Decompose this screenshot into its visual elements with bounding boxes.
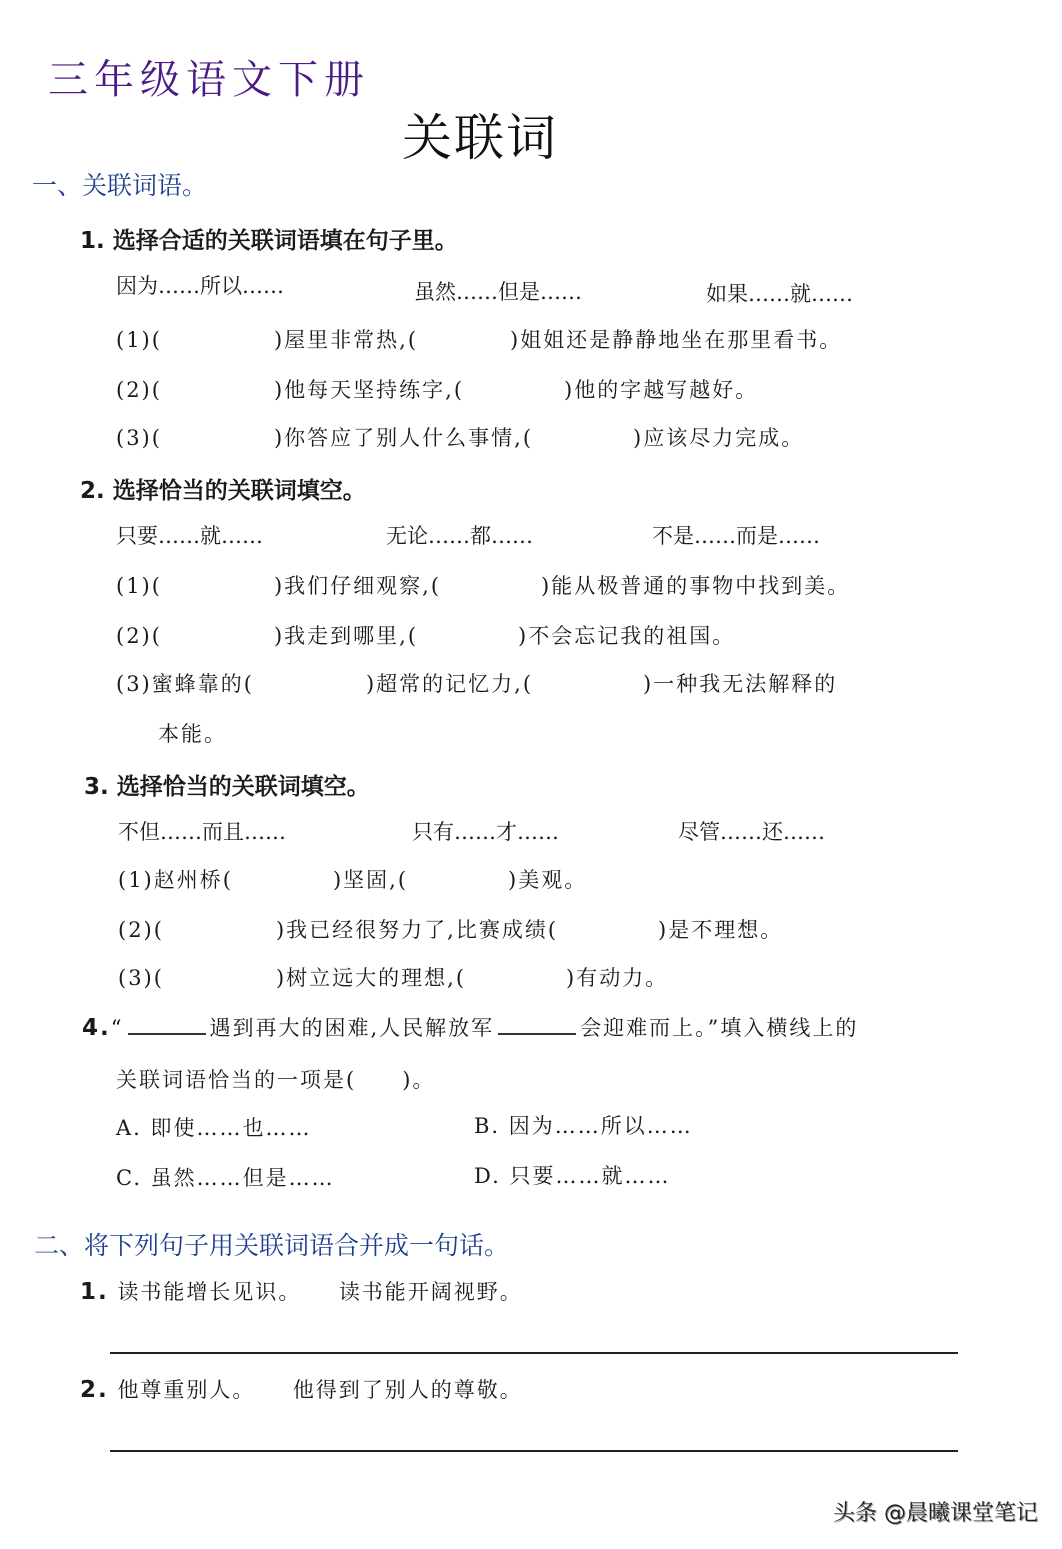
- q1-item-2: [116, 374, 758, 404]
- q3-item-3: [118, 962, 668, 992]
- item-prefix: (3)蜜蜂靠的(: [116, 672, 254, 696]
- item-middle: )我已经很努力了,比赛成绩(: [275, 918, 559, 942]
- item-middle: )超常的记忆力,(: [365, 672, 534, 696]
- item-number: 2.: [80, 1377, 109, 1403]
- item-middle: )我们仔细观察,(: [273, 574, 442, 598]
- q3-item-2: [118, 914, 783, 944]
- item-prefix: (2)(: [116, 624, 162, 648]
- item-prefix: (1)(: [116, 574, 162, 598]
- open-quote: “: [110, 1016, 124, 1040]
- item-number: 1.: [80, 1279, 109, 1305]
- question-1-title: 1. 选择合适的关联词语填在句子里。: [80, 228, 458, 254]
- item-middle: )你答应了别人什么事情,(: [273, 426, 534, 450]
- item-middle: )我走到哪里,(: [273, 624, 419, 648]
- item-end: )姐姐还是静静地坐在那里看书。: [510, 328, 843, 352]
- item-prefix: (1)赵州桥(: [118, 868, 233, 892]
- choice-b[interactable]: [474, 1110, 693, 1140]
- section2-item-2: [80, 1374, 523, 1404]
- q2-item-2: [116, 620, 735, 650]
- question-4-line-1: [82, 1012, 858, 1042]
- q1-option-2: 虽然……但是……: [414, 280, 582, 304]
- item-end: )美观。: [508, 868, 588, 892]
- item-middle: )他每天坚持练字,(: [273, 378, 465, 402]
- q2-item-3-continuation: 本能。: [158, 722, 227, 746]
- item-end: )不会忘记我的祖国。: [518, 624, 736, 648]
- question-4-line-2: 关联词语恰当的一项是( )。: [116, 1068, 436, 1092]
- section-1-heading: 一、关联词语。: [32, 171, 208, 200]
- q4-text-part-1: 遇到再大的困难,人民解放军: [209, 1016, 495, 1040]
- section2-item-1: [80, 1276, 523, 1306]
- choice-a[interactable]: [116, 1112, 312, 1142]
- q2-item-3: [116, 668, 837, 698]
- answer-line-2[interactable]: [110, 1450, 958, 1452]
- sentence-a: 他尊重别人。: [117, 1378, 256, 1402]
- choice-text: 只要……就……: [509, 1164, 671, 1188]
- q3-option-1: 不但……而且……: [118, 820, 286, 844]
- choice-label: C.: [116, 1166, 142, 1190]
- item-middle: )屋里非常热,(: [273, 328, 419, 352]
- question-2-title: 2. 选择恰当的关联词填空。: [80, 478, 366, 504]
- choice-text: 即使……也……: [150, 1116, 312, 1140]
- choice-c[interactable]: [116, 1162, 335, 1192]
- choice-text: 虽然……但是……: [150, 1166, 335, 1190]
- question-3-title: 3. 选择恰当的关联词填空。: [84, 774, 370, 800]
- item-end: )是不理想。: [658, 918, 784, 942]
- choice-label: B.: [474, 1114, 501, 1138]
- item-prefix: (1)(: [116, 328, 162, 352]
- q1-option-1: 因为……所以……: [116, 274, 284, 298]
- q2-option-2: 无论……都……: [386, 524, 533, 548]
- item-end: )能从极普通的事物中找到美。: [541, 574, 851, 598]
- fill-line-1[interactable]: [128, 1013, 206, 1035]
- watermark: 头条 @晨曦课堂笔记: [833, 1501, 1038, 1526]
- q3-option-3: 尽管……还……: [678, 820, 825, 844]
- choice-label: A.: [116, 1116, 142, 1140]
- q2-item-1: [116, 570, 850, 600]
- choice-label: D.: [474, 1164, 501, 1188]
- q1-item-3: [116, 422, 804, 452]
- item-prefix: (2)(: [118, 918, 164, 942]
- page-title: 关联词: [402, 109, 558, 167]
- item-end: )他的字越写越好。: [564, 378, 759, 402]
- q2-option-1: 只要……就……: [116, 524, 263, 548]
- choice-d[interactable]: [474, 1160, 670, 1190]
- sentence-a: 读书能增长见识。: [117, 1280, 302, 1304]
- question-number: 4.: [82, 1015, 111, 1041]
- q1-option-3: 如果……就……: [706, 282, 853, 306]
- q4-text-part-2: 会迎难而上。”填入横线上的: [580, 1016, 859, 1040]
- q3-option-2: 只有……才……: [412, 820, 559, 844]
- answer-line-1[interactable]: [110, 1352, 958, 1354]
- item-middle: )树立远大的理想,(: [275, 966, 467, 990]
- q3-item-1: [118, 864, 587, 894]
- item-end: )一种我无法解释的: [643, 672, 838, 696]
- item-prefix: (3)(: [118, 966, 164, 990]
- sentence-b: 读书能开阔视野。: [338, 1280, 523, 1304]
- item-end: )应该尽力完成。: [633, 426, 805, 450]
- item-prefix: (2)(: [116, 378, 162, 402]
- q1-item-1: [116, 324, 842, 354]
- item-middle: )坚固,(: [332, 868, 409, 892]
- section-2-heading: 二、将下列句子用关联词语合并成一句话。: [34, 1231, 510, 1260]
- q2-option-3: 不是……而是……: [652, 524, 820, 548]
- sentence-b: 他得到了别人的尊敬。: [292, 1378, 523, 1402]
- item-prefix: (3)(: [116, 426, 162, 450]
- fill-line-2[interactable]: [498, 1013, 576, 1035]
- grade-title: 三年级语文下册: [48, 57, 370, 103]
- item-end: )有动力。: [566, 966, 669, 990]
- choice-text: 因为……所以……: [508, 1114, 693, 1138]
